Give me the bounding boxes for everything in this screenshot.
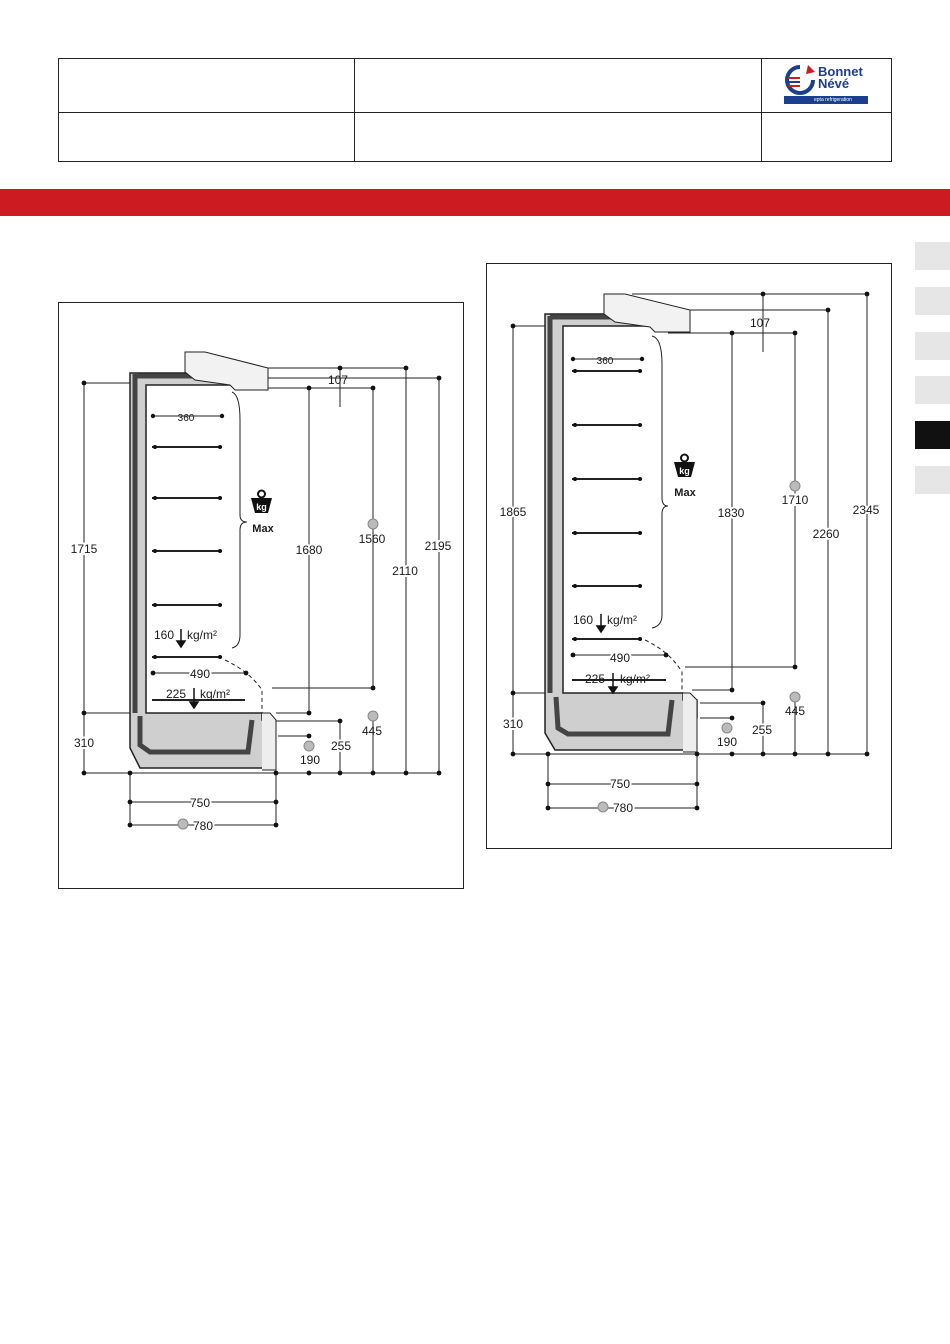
shelf-load-value: 160 [573,613,594,627]
section-band [0,189,950,216]
logo-emblem-icon [784,64,818,96]
dim-2345: 2345 [852,503,880,517]
shelf-load-unit: kg/m² [607,613,637,627]
header-divider [354,59,355,161]
logo-tagline: epta refrigeration [784,96,868,104]
dim-490: 490 [609,651,631,665]
weight-icon [251,491,272,514]
side-tab-6[interactable] [915,466,950,494]
max-label: Max [674,487,696,499]
dim-445: 445 [784,704,806,718]
weight-icon-label: kg [256,502,267,512]
side-tab-1[interactable] [915,242,950,270]
dim-360: 360 [177,413,195,424]
base-load-value: 225 [585,672,606,686]
dim-750: 750 [609,777,631,791]
dim-190: 190 [299,753,321,767]
dim-780: 780 [612,801,634,815]
logo-line2: Névé [818,76,850,91]
base-load-unit: kg/m² [620,672,650,686]
logo-line1: Bonnet [818,64,863,79]
dim-1715: 1715 [70,542,98,556]
dim-2260: 2260 [812,527,840,541]
dim-1560: 1560 [358,532,386,546]
dim-750: 750 [189,796,211,810]
dim-1680: 1680 [295,543,323,557]
side-tab-3[interactable] [915,332,950,360]
dim-1830: 1830 [717,506,745,520]
cabinet-section-drawing-right [486,263,892,849]
dim-255: 255 [751,723,773,737]
brand-logo [784,64,870,108]
dim-2195: 2195 [424,539,452,553]
dim-190: 190 [716,735,738,749]
base-load-unit: kg/m² [200,687,230,701]
dim-1710: 1710 [781,493,809,507]
drawing-frame-left [58,302,464,889]
header-divider [59,112,891,113]
dim-310: 310 [502,717,524,731]
shelf-load-unit: kg/m² [187,628,217,642]
weight-icon-label: kg [679,466,690,476]
dim-310: 310 [73,736,95,750]
drawing-frame-right [486,263,892,849]
side-tab-4[interactable] [915,376,950,404]
header-table [58,58,892,162]
dim-360: 360 [596,356,614,367]
dim-490: 490 [189,667,211,681]
header-divider [761,59,762,161]
dim-2110: 2110 [392,564,418,578]
weight-icon [674,455,695,478]
dim-107: 107 [327,373,349,387]
dim-780: 780 [192,819,214,833]
dim-255: 255 [330,739,352,753]
dim-1865: 1865 [499,505,527,519]
base-load-value: 225 [166,687,187,701]
max-label: Max [252,523,274,535]
cabinet-section-drawing-left [58,302,464,889]
shelf-load-value: 160 [154,628,175,642]
dim-107: 107 [749,316,771,330]
side-tab-2[interactable] [915,287,950,315]
side-tab-5[interactable] [915,421,950,449]
dim-445: 445 [361,724,383,738]
